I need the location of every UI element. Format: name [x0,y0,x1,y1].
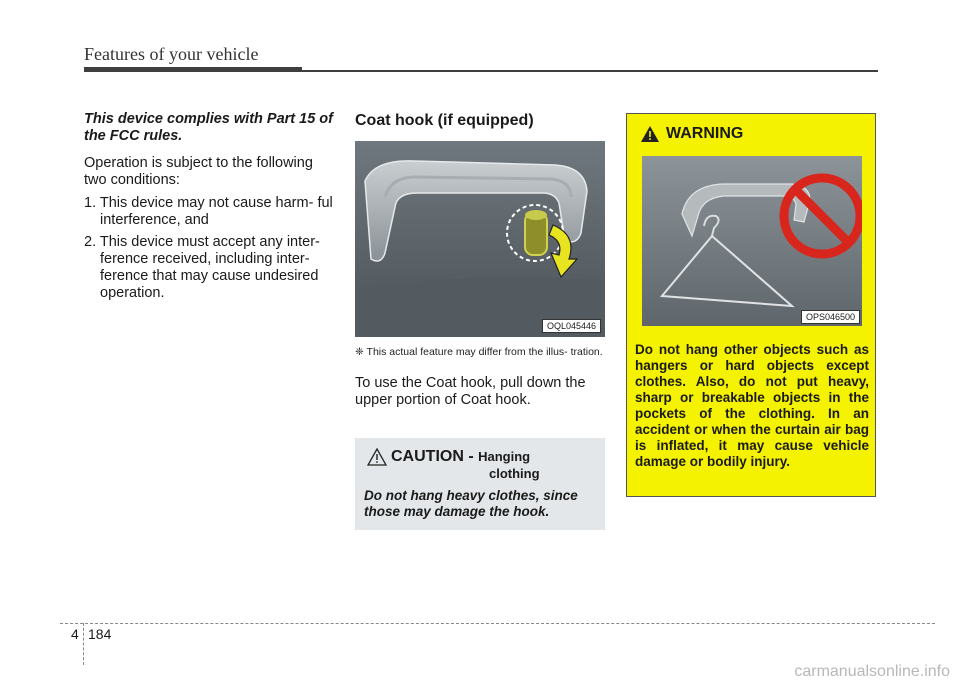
fcc-compliance-note: This device complies with Part 15 of the FCC rules. [84,111,333,144]
illustration-note: ❈ This actual feature may differ from the illus- tration. [355,346,603,358]
caution-label: CAUTION - [391,448,474,465]
coat-hook-illustration [355,141,605,337]
caution-box [355,438,605,530]
chapter-number: 4 [71,626,79,642]
caution-subject-line2: clothing [489,466,540,481]
page-number: 184 [88,626,112,642]
hanger-drawing [642,156,862,326]
coat-hook-instruction: To use the Coat hook, pull down the upper portion of Coat hook. [355,375,586,408]
conditions-intro: Operation is subject to the following two conditions: [84,155,313,188]
image-code-label: OPS046500 [801,310,860,324]
coat-hook-section [355,111,605,409]
left-column [84,111,336,307]
page-header-title: Features of your vehicle [84,44,259,64]
header-rule-thin [302,70,878,72]
conditions-list [84,195,336,302]
hanger-warning-illustration [642,156,862,326]
condition-item: 1. This device may not cause harm- ful interference, and [84,195,333,228]
header-rule-thick [84,67,302,72]
warning-triangle-icon [640,125,660,143]
watermark: carmanualsonline.info [794,663,950,680]
warning-heading: WARNING [666,125,744,142]
warning-triangle-icon [367,448,387,466]
image-code-label: OQL045446 [542,319,601,333]
caution-heading [391,448,530,466]
caution-subject: Hanging [478,449,531,464]
condition-item: 2. This device must accept any inter- ference received, including inter- ference that may cause undesired operation. [84,234,320,301]
footer-separator [83,623,84,665]
caution-text: Do not hang heavy clothes, since those may damage the hook. [364,488,578,519]
coat-hook-drawing [355,141,605,337]
section-title: Coat hook (if equipped) [355,112,534,129]
footer-rule [60,623,935,624]
warning-box [626,113,876,497]
warning-text: Do not hang other objects such as hangers or hard objects except clothes. Also, do not put heavy, sharp or breakable objects in the pockets of the clothing. In an accident or when the curtain air bag is inflated, it may cause vehicle damage or bodily injury. [635,342,869,469]
